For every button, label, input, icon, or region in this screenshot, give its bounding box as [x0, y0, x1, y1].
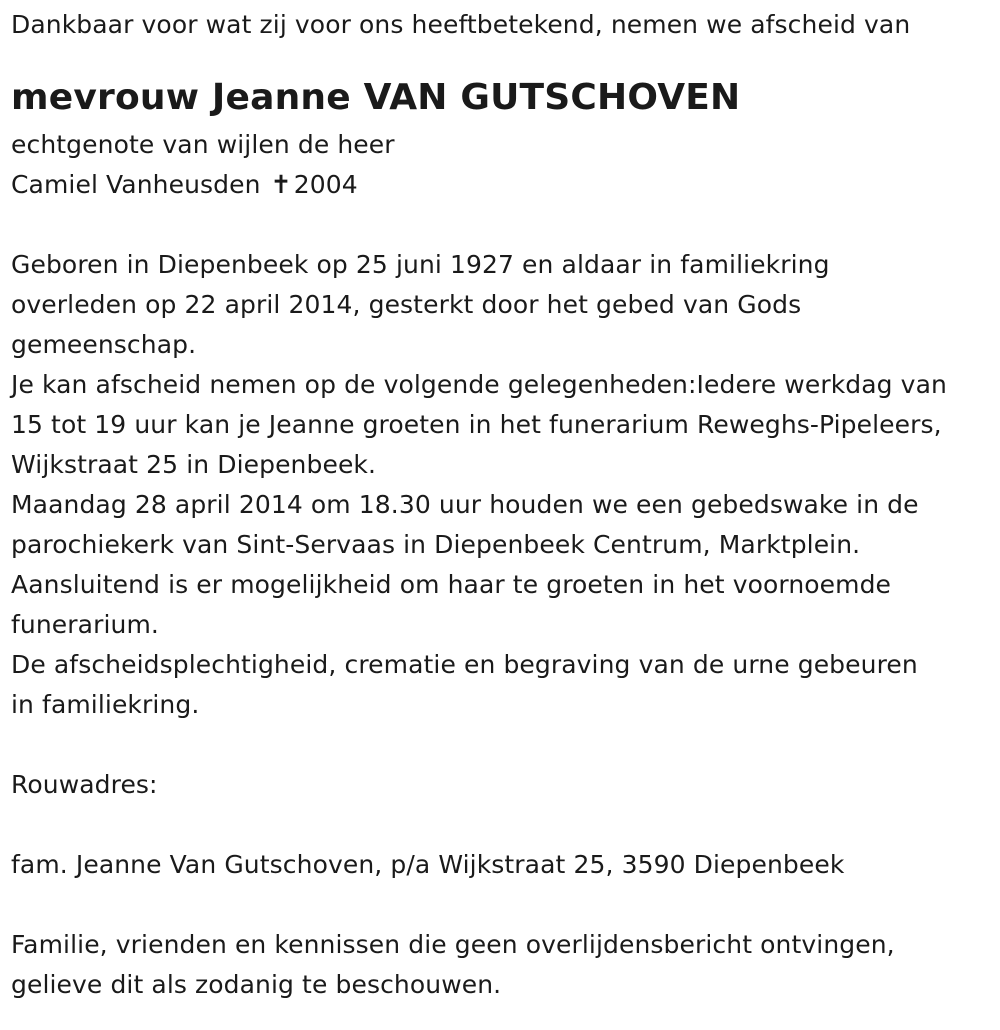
spacer — [11, 725, 996, 765]
body-line: Je kan afscheid nemen op de volgende gelegenheden:Iedere werkdag van — [11, 370, 947, 399]
death-notice — [11, 0, 996, 1005]
body-line: Maandag 28 april 2014 om 18.30 uur houden we een gebedswake in de — [11, 490, 919, 519]
body-line: De afscheidsplechtigheid, crematie en begraving van de urne gebeuren — [11, 650, 918, 679]
closing-line: gelieve dit als zodanig te beschouwen. — [11, 970, 502, 999]
closing-line: Familie, vrienden en kennissen die geen overlijdensbericht ontvingen, — [11, 930, 895, 959]
body-text — [11, 245, 996, 725]
body-line: Geboren in Diepenbeek op 25 juni 1927 en aldaar in familiekring — [11, 250, 830, 279]
body-line: in familiekring. — [11, 690, 200, 719]
body-line: Wijkstraat 25 in Diepenbeek. — [11, 450, 377, 479]
intro-text: Dankbaar voor wat zij voor ons heeftbetekend, nemen we afscheid van — [11, 10, 911, 39]
spouse-death-year: 2004 — [293, 170, 358, 199]
address-label: Rouwadres: — [11, 770, 158, 799]
body-line: parochiekerk van Sint-Servaas in Diepenbeek Centrum, Marktplein. — [11, 530, 861, 559]
cross-icon: ✝ — [270, 170, 292, 199]
body-line: Aansluitend is er mogelijkheid om haar te groeten in het voornoemde — [11, 570, 892, 599]
spacer — [11, 885, 996, 925]
spouse-line: echtgenote van wijlen de heer — [11, 130, 395, 159]
spacer — [11, 205, 996, 245]
body-line: overleden op 22 april 2014, gesterkt door het gebed van Gods — [11, 290, 802, 319]
spacer — [11, 805, 996, 845]
deceased-name: mevrouw Jeanne VAN GUTSCHOVEN — [11, 77, 741, 118]
body-line: funerarium. — [11, 610, 159, 639]
spouse-name: Camiel Vanheusden — [11, 170, 261, 199]
mourning-address: fam. Jeanne Van Gutschoven, p/a Wijkstraat 25, 3590 Diepenbeek — [11, 850, 845, 879]
body-line: 15 tot 19 uur kan je Jeanne groeten in het funerarium Reweghs-Pipeleers, — [11, 410, 942, 439]
spouse-name-line — [11, 165, 996, 205]
body-line: gemeenschap. — [11, 330, 197, 359]
